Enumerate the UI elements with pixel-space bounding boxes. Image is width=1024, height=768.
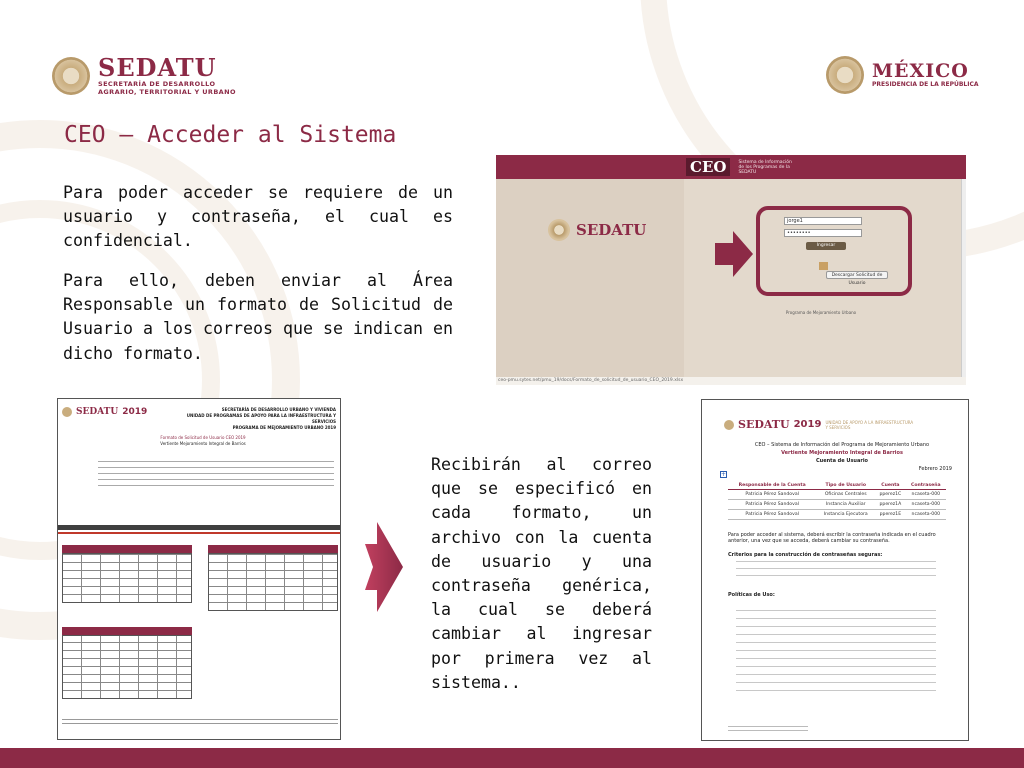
accounts-table [728, 482, 946, 520]
doc-criteria-list [736, 560, 936, 582]
form-notes [62, 717, 338, 727]
table-cell: Patricia Pérez Sandoval [728, 510, 816, 520]
doc-year: 2019 [793, 419, 822, 430]
scrollbar[interactable] [961, 179, 966, 377]
form-year: 2019 [122, 407, 148, 417]
table-row [728, 510, 946, 520]
paragraph-receive: Recibirán al correo que se especificó en cada formato, un archivo con la cuenta de usuario y una contraseña genérica, la cual se deberá cambiar al ingresar por primera vez al sistema.. [431, 455, 652, 692]
form-heading [148, 435, 258, 447]
form-subtitle: Vertiente Mejoramiento Integral de Barrios [160, 441, 246, 446]
form-header [62, 407, 147, 417]
form-title-3: PROGRAMA DE MEJORAMIENTO URBANO 2019 [232, 425, 336, 430]
table-cell: ncaseta-000 [906, 510, 946, 520]
form-table [208, 553, 338, 611]
ceo-header-text: Sistema de Información de los Programas de la SEDATU [738, 159, 792, 175]
table-cell: ncaseta-000 [906, 490, 946, 500]
doc-unit: UNIDAD DE APOYO A LA INFRAESTRUCTURA Y SERVICIOS [825, 419, 914, 430]
mexico-logo [826, 56, 979, 94]
table-cell: pperez1A [875, 500, 905, 510]
form-logo: SEDATU [76, 407, 119, 417]
table-cell: Oficinas Centrales [816, 490, 875, 500]
table-cell: pperez1C [875, 490, 905, 500]
form-title: Formato de Solicitud de Usuario CEO 2019 [160, 435, 246, 440]
form-divider [58, 532, 341, 534]
footer-bar [0, 748, 1024, 768]
doc-logo: SEDATU [738, 418, 790, 431]
table-cell: Instancia Ejecutora [816, 510, 875, 520]
password-input[interactable]: •••••••• [784, 229, 862, 237]
form-table [62, 635, 192, 699]
request-form-screenshot [57, 398, 341, 740]
doc-header [724, 418, 915, 431]
login-button[interactable]: Ingresar [806, 242, 846, 250]
column-header: Cuenta [875, 482, 905, 490]
status-url: ceo-pmu.sytes.net/pmu_19/docs/Formato_de_solicitud_de_usuario_CEO_2019.xlsx [496, 377, 966, 385]
ceo-footer-text: Programa de Mejoramiento Urbano [785, 310, 857, 315]
slide-title: CEO – Acceder al Sistema [64, 122, 397, 148]
form-table [62, 553, 192, 603]
mexico-logo-name: MÉXICO [872, 60, 969, 82]
table-cell: pperez1E [875, 510, 905, 520]
table-row [728, 490, 946, 500]
doc-criteria-title: Criterios para la construcción de contraseñas seguras: [728, 552, 883, 558]
form-section-bar [58, 525, 341, 530]
username-input[interactable]: jorge1 [784, 217, 862, 225]
ceo-badge: CEO [686, 158, 730, 176]
form-table-header [62, 627, 192, 635]
table-cell: ncaseta-000 [906, 500, 946, 510]
column-header: Contraseña [906, 482, 946, 490]
table-row [728, 500, 946, 510]
mexico-logo-subtitle: PRESIDENCIA DE LA REPÚBLICA [872, 81, 979, 88]
paragraph-request: Para ello, deben enviar al Área Responsable un formato de Solicitud de Usuario a los correos que se indican en dicho formato. [63, 271, 453, 363]
table-cell: Instancia Auxiliar [816, 500, 875, 510]
doc-policies-list [736, 604, 936, 698]
user-account-document-screenshot [701, 399, 969, 741]
doc-vertiente: Vertiente Mejoramiento Integral de Barrios [781, 450, 903, 456]
doc-heading: CEO – Sistema de Información del Programa de Mejoramiento Urbano [754, 442, 930, 448]
arrow-right-icon [715, 231, 753, 277]
doc-note: Para poder acceder al sistema, deberá escribir la contraseña indicada en el cuadro anterior, una vez que se acceda, deberá cambiar su contraseña. [728, 532, 936, 544]
doc-date: Febrero 2019 [918, 466, 952, 472]
form-title-2: UNIDAD DE PROGRAMAS DE APOYO PARA LA INFRAESTRUCTURA Y SERVICIOS [186, 413, 336, 424]
seal-icon [724, 420, 734, 430]
seal-icon [52, 57, 90, 95]
ceo-logo-name: SEDATU [576, 221, 647, 239]
column-header: Tipo de Usuario [816, 482, 875, 490]
form-fields [98, 461, 334, 491]
sedatu-logo-subtitle: SECRETARÍA DE DESARROLLO [98, 80, 216, 88]
form-table-header [208, 545, 338, 553]
expand-icon[interactable]: + [721, 471, 727, 478]
form-table-header [62, 545, 192, 553]
form-title-1: SECRETARÍA DE DESARROLLO URBANO Y VIVIENDA [221, 407, 336, 412]
seal-icon [548, 219, 570, 241]
doc-footer [728, 726, 808, 734]
paragraph-requirement: Para poder acceder se requiere de un usuario y contraseña, el cual es confidencial. [63, 183, 453, 251]
sedatu-logo-name: SEDATU [98, 53, 217, 82]
ceo-login-screenshot [496, 155, 966, 385]
column-header: Responsable de la Cuenta [728, 482, 816, 490]
table-cell: Patricia Pérez Sandoval [728, 500, 816, 510]
download-icon [819, 262, 828, 270]
seal-icon [826, 56, 864, 94]
sedatu-logo [52, 53, 236, 96]
download-request-button[interactable]: Descargar Solicitud de Usuario [826, 271, 888, 279]
seal-icon [62, 407, 72, 417]
table-cell: Patricia Pérez Sandoval [728, 490, 816, 500]
ceo-header [496, 155, 966, 179]
arrow-right-icon [365, 522, 403, 612]
doc-account-title: Cuenta de Usuario [816, 458, 868, 464]
sedatu-logo-subtitle: AGRARIO, TERRITORIAL Y URBANO [98, 88, 236, 96]
ceo-sedatu-logo [548, 219, 646, 241]
form-titles [186, 407, 336, 431]
doc-policies-title: Políticas de Uso: [728, 592, 775, 598]
